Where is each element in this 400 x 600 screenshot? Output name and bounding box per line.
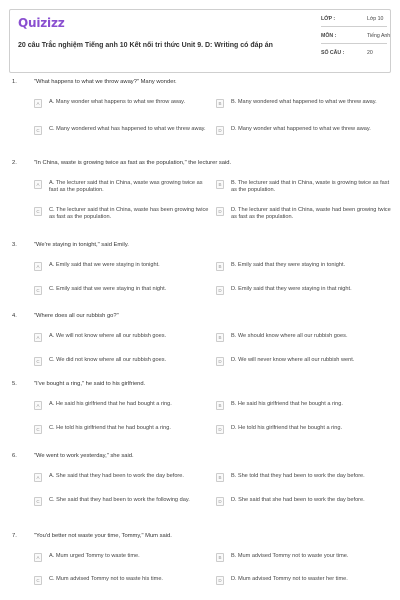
option-text: A. Mum urged Tommy to waste time.: [49, 553, 140, 559]
option-letter-badge: A: [34, 401, 42, 410]
option-letter-badge: C: [34, 286, 42, 295]
option-letter-badge: A: [34, 99, 42, 108]
option-letter-badge: B: [216, 473, 224, 482]
option-letter-badge: C: [34, 207, 42, 216]
question-number: 4.: [12, 313, 17, 319]
question-number: 6.: [12, 453, 17, 459]
option-text: A. The lecturer said that in China, waste was growing twice as fast as the population.: [49, 180, 203, 194]
question-number: 2.: [12, 160, 17, 166]
option-text: D. He told his girlfriend that he bought a ring.: [231, 425, 343, 431]
option-text: D. Emily said that they were staying in that night.: [231, 286, 352, 292]
option-letter-badge: D: [216, 126, 224, 135]
divider: [321, 43, 387, 44]
question-number: 1.: [12, 79, 17, 85]
option-letter-badge: C: [34, 497, 42, 506]
question-text: "In China, waste is growing twice as fast as the population," the lecturer said.: [34, 160, 232, 166]
option-text: C. The lecturer said that in China, waste has been growing twice as fast as the population.: [49, 207, 209, 221]
option-text: A. He said his girlfriend that he had bought a ring.: [49, 401, 172, 407]
option-letter-badge: A: [34, 333, 42, 342]
option-text: C. Many wondered what has happened to what we threw away.: [49, 126, 206, 132]
option-text: D. We will never know where all our rubbish went.: [231, 357, 355, 363]
option-text: C. He told his girlfriend that he had bought a ring.: [49, 425, 171, 431]
option-text: A. Emily said that we were staying in tonight.: [49, 262, 160, 268]
quizizz-logo: Quizizz: [18, 16, 65, 30]
option-letter-badge: D: [216, 286, 224, 295]
worksheet-title: 20 câu Trắc nghiệm Tiếng anh 10 Kết nối tri thức Unit 9. D: Writing có đáp án: [18, 42, 273, 49]
question-number: 7.: [12, 533, 17, 539]
question-text: "You'd better not waste your time, Tommy," Mum said.: [34, 533, 172, 539]
option-letter-badge: D: [216, 497, 224, 506]
option-text: B. Mum advised Tommy not to waste your time.: [231, 553, 349, 559]
option-letter-badge: D: [216, 357, 224, 366]
option-letter-badge: B: [216, 553, 224, 562]
option-text: D. The lecturer said that in China, waste had been growing twice as fast as the population.: [231, 207, 391, 221]
worksheet-header: [9, 9, 391, 73]
option-letter-badge: B: [216, 333, 224, 342]
option-text: C. We did not know where all our rubbish goes.: [49, 357, 167, 363]
question-text: "Where does all our rubbish go?": [34, 313, 119, 319]
option-text: A. Many wonder what happens to what we throw away.: [49, 99, 186, 105]
meta-value: Tiếng Anh: [367, 33, 391, 39]
option-letter-badge: A: [34, 262, 42, 271]
question-text: "What happens to what we throw away?" Many wonder.: [34, 79, 177, 85]
option-text: C. Emily said that we were staying in that night.: [49, 286, 167, 292]
question-text: "We went to work yesterday," she said.: [34, 453, 134, 459]
option-letter-badge: C: [34, 357, 42, 366]
option-letter-badge: B: [216, 180, 224, 189]
divider: [321, 26, 387, 27]
meta-value: Lớp 10: [367, 16, 384, 22]
question-number: 5.: [12, 381, 17, 387]
option-text: B. She told that they had been to work the day before.: [231, 473, 365, 479]
option-text: B. He said his girlfriend that he bought a ring.: [231, 401, 343, 407]
option-text: C. Mum advised Tommy not to waste his time.: [49, 576, 163, 582]
question-text: "We're staying in tonight," said Emily.: [34, 242, 129, 248]
option-letter-badge: A: [34, 553, 42, 562]
meta-value: 20: [367, 50, 373, 56]
option-letter-badge: B: [216, 401, 224, 410]
option-letter-badge: B: [216, 262, 224, 271]
option-text: A. She said that they had been to work the day before.: [49, 473, 184, 479]
option-letter-badge: B: [216, 99, 224, 108]
option-letter-badge: C: [34, 425, 42, 434]
option-letter-badge: D: [216, 425, 224, 434]
option-letter-badge: D: [216, 207, 224, 216]
option-text: B. We should know where all our rubbish goes.: [231, 333, 348, 339]
meta-label: MÔN :: [321, 33, 337, 39]
option-text: A. We will not know where all our rubbish goes.: [49, 333, 167, 339]
option-letter-badge: C: [34, 576, 42, 585]
option-letter-badge: D: [216, 576, 224, 585]
meta-label: SỐ CÂU :: [321, 50, 345, 56]
question-text: "I've bought a ring," he said to his girlfriend.: [34, 381, 146, 387]
question-number: 3.: [12, 242, 17, 248]
option-letter-badge: C: [34, 126, 42, 135]
option-text: B. The lecturer said that in China, waste is growing twice as fast as the population.: [231, 180, 390, 194]
option-text: D. Many wonder what happened to what we threw away.: [231, 126, 371, 132]
option-letter-badge: A: [34, 180, 42, 189]
option-letter-badge: A: [34, 473, 42, 482]
option-text: D. She said that she had been to work the day before.: [231, 497, 365, 503]
option-text: C. She said that they had been to work the following day.: [49, 497, 190, 503]
meta-label: LỚP :: [321, 16, 336, 22]
option-text: B. Many wondered what happened to what we threw away.: [231, 99, 377, 105]
option-text: B. Emily said that they were staying in tonight.: [231, 262, 346, 268]
option-text: D. Mum advised Tommy not to waster her time.: [231, 576, 348, 582]
